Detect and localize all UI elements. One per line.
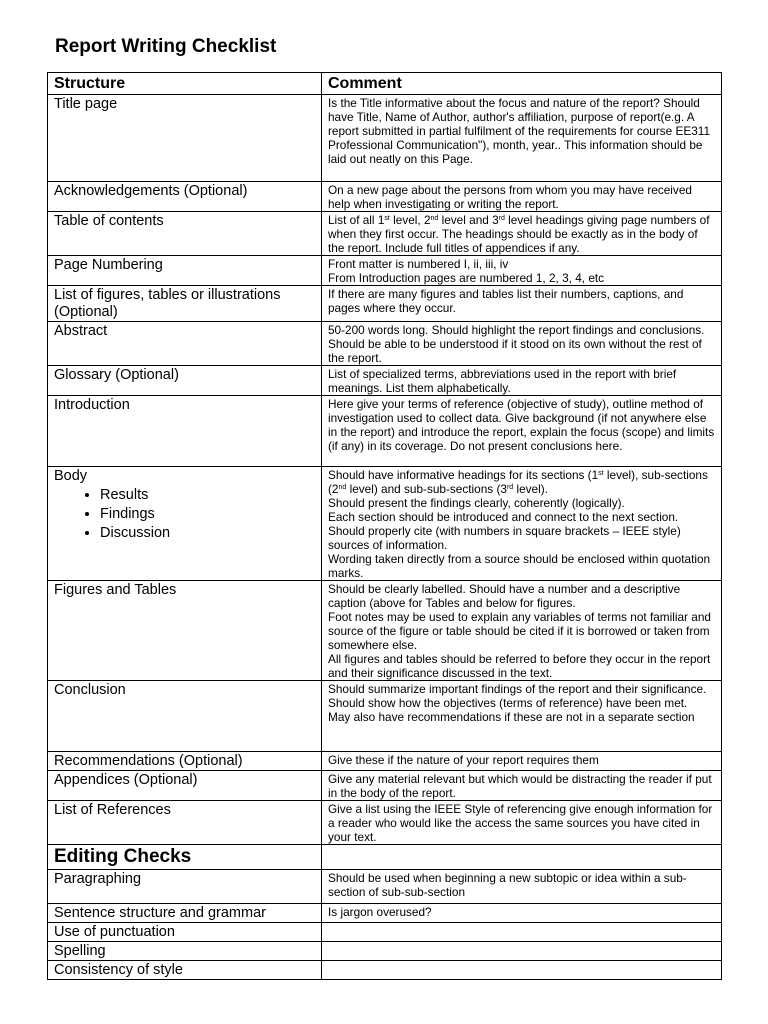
table-row-sentence-structure xyxy=(48,904,722,923)
comment-column-header: Comment xyxy=(322,73,722,95)
row-comment xyxy=(322,942,722,961)
table-row-list-of-figures xyxy=(48,286,722,322)
row-label xyxy=(48,467,322,581)
row-comment: List of specialized terms, abbreviations used in the report with brief meanings. List them alphabetically. xyxy=(322,366,722,396)
comment-line: Wording taken directly from a source should be enclosed within quotation marks. xyxy=(328,552,711,580)
row-label: Recommendations (Optional) xyxy=(48,752,322,771)
table-row-introduction xyxy=(48,396,722,467)
row-comment: Is jargon overused? xyxy=(322,904,722,923)
row-comment: Here give your terms of reference (objective of study), outline method of investigation used to collect data. Give background (if not anywhere else in the report) and introduce the report, explain the focus (scope) and limits (if any) in its coverage. Do not present conclusions here. xyxy=(322,396,722,467)
row-label: Sentence structure and grammar xyxy=(48,904,322,923)
row-label: Acknowledgements (Optional) xyxy=(48,182,322,212)
row-comment xyxy=(322,681,722,752)
table-row-paragraphing xyxy=(48,870,722,904)
row-label: Abstract xyxy=(48,322,322,366)
row-comment xyxy=(322,961,722,980)
comment-line: Should properly cite (with numbers in square brackets – IEEE style) sources of information. xyxy=(328,524,681,552)
superscript: rd xyxy=(498,215,505,222)
row-comment xyxy=(322,923,722,942)
row-comment xyxy=(322,212,722,256)
table-row-table-of-contents xyxy=(48,212,722,256)
superscript: st xyxy=(384,215,390,222)
superscript: rd xyxy=(506,484,514,491)
body-label: Body xyxy=(54,468,88,484)
checklist-table xyxy=(47,72,722,980)
editing-checks-header-row xyxy=(48,845,722,870)
row-comment: Give these if the nature of your report requires them xyxy=(322,752,722,771)
row-label: Consistency of style xyxy=(48,961,322,980)
comment-text: level). xyxy=(513,482,548,496)
comment-line: May also have recommendations if these are not in a separate section xyxy=(328,710,695,724)
row-comment xyxy=(322,256,722,286)
row-label: Figures and Tables xyxy=(48,581,322,681)
table-row-consistency xyxy=(48,961,722,980)
row-comment xyxy=(322,467,722,581)
comment-line: Foot notes may be used to explain any variables of terms not familiar and source of the figure or table should be cited if it is borrowed or taken from somewhere else. xyxy=(328,610,711,652)
row-label: Page Numbering xyxy=(48,256,322,286)
table-row-title-page xyxy=(48,95,722,182)
comment-line xyxy=(328,468,716,496)
superscript: st xyxy=(598,470,604,477)
row-label: Spelling xyxy=(48,942,322,961)
comment-line: Each section should be introduced and connect to the next section. xyxy=(328,510,679,524)
list-item: • Discussion xyxy=(100,524,316,543)
comment-line: Should present the findings clearly, coherently (logically). xyxy=(328,496,625,510)
row-label: Paragraphing xyxy=(48,870,322,904)
row-comment: 50-200 words long. Should highlight the report findings and conclusions. Should be able to be understood if it stood on its own without the rest of the report. xyxy=(322,322,722,366)
table-row-acknowledgements xyxy=(48,182,722,212)
row-comment: Is the Title informative about the focus and nature of the report? Should have Title, Name of Author, author's affiliation, purpose of report(e.g. A report submitted in partial fulfilment of the requirements for course EE311 Professional Communication"), month, year.. This information should be laid out neatly on this Page. xyxy=(322,95,722,182)
table-row-punctuation xyxy=(48,923,722,942)
body-sublist xyxy=(54,486,316,543)
list-item: • Results xyxy=(100,486,316,505)
row-comment: If there are many figures and tables list their numbers, captions, and pages where they occur. xyxy=(322,286,722,322)
comment-text: List of all 1 xyxy=(328,213,385,227)
comment-line: Should summarize important findings of the report and their significance. Should show how the objectives (terms of reference) have been met. xyxy=(328,682,707,710)
table-row-spelling xyxy=(48,942,722,961)
row-label: Glossary (Optional) xyxy=(48,366,322,396)
row-label: Conclusion xyxy=(48,681,322,752)
row-label: Use of punctuation xyxy=(48,923,322,942)
list-item: • Findings xyxy=(100,505,316,524)
comment-line: Should be clearly labelled. Should have a number and a descriptive caption (above for Tables and below for figures. xyxy=(328,582,681,610)
comment-text: level headings giving page numbers of when they first occur. The headings should be exactly as in the body of the report. Include full titles of appendices if any. xyxy=(328,213,710,255)
table-row-figures-and-tables xyxy=(48,581,722,681)
table-row-references xyxy=(48,801,722,845)
superscript: nd xyxy=(338,484,347,491)
editing-checks-heading: Editing Checks xyxy=(48,845,322,870)
document-title: Report Writing Checklist xyxy=(55,36,277,57)
row-label: List of figures, tables or illustrations (Optional) xyxy=(48,286,322,322)
row-comment: Give any material relevant but which would be distracting the reader if put in the body of the report. xyxy=(322,771,722,801)
row-label: Introduction xyxy=(48,396,322,467)
structure-column-header: Structure xyxy=(48,73,322,95)
row-label: List of References xyxy=(48,801,322,845)
comment-text: level, 2 xyxy=(389,213,431,227)
table-row-conclusion xyxy=(48,681,722,752)
table-row-page-numbering xyxy=(48,256,722,286)
comment-text: level) and sub-sub-sections (3 xyxy=(346,482,507,496)
table-row-glossary xyxy=(48,366,722,396)
table-row-abstract xyxy=(48,322,722,366)
row-comment: Should be used when beginning a new subtopic or idea within a sub-section of sub-sub-section xyxy=(322,870,722,904)
row-comment: On a new page about the persons from whom you may have received help when investigating or writing the report. xyxy=(322,182,722,212)
table-row-body xyxy=(48,467,722,581)
row-comment: Give a list using the IEEE Style of referencing give enough information for a reader who would like the access the same sources you have cited in your text. xyxy=(322,801,722,845)
row-label: Appendices (Optional) xyxy=(48,771,322,801)
row-label: Title page xyxy=(48,95,322,182)
comment-text: level and 3 xyxy=(438,213,499,227)
superscript: nd xyxy=(430,215,439,222)
row-label: Table of contents xyxy=(48,212,322,256)
comment-line: All figures and tables should be referred to before they occur in the report and their significance discussed in the text. xyxy=(328,652,711,680)
comment-text: level), sub-sections (2 xyxy=(328,468,708,496)
comment-line: From Introduction pages are numbered 1, 2, 3, 4, etc xyxy=(328,271,605,285)
table-header-row xyxy=(48,73,722,95)
table-row-appendices xyxy=(48,771,722,801)
comment-text: Should have informative headings for its sections (1 xyxy=(328,468,599,482)
row-comment xyxy=(322,845,722,870)
comment-line: Front matter is numbered I, ii, iii, iv xyxy=(328,257,509,271)
table-row-recommendations xyxy=(48,752,722,771)
row-comment xyxy=(322,581,722,681)
